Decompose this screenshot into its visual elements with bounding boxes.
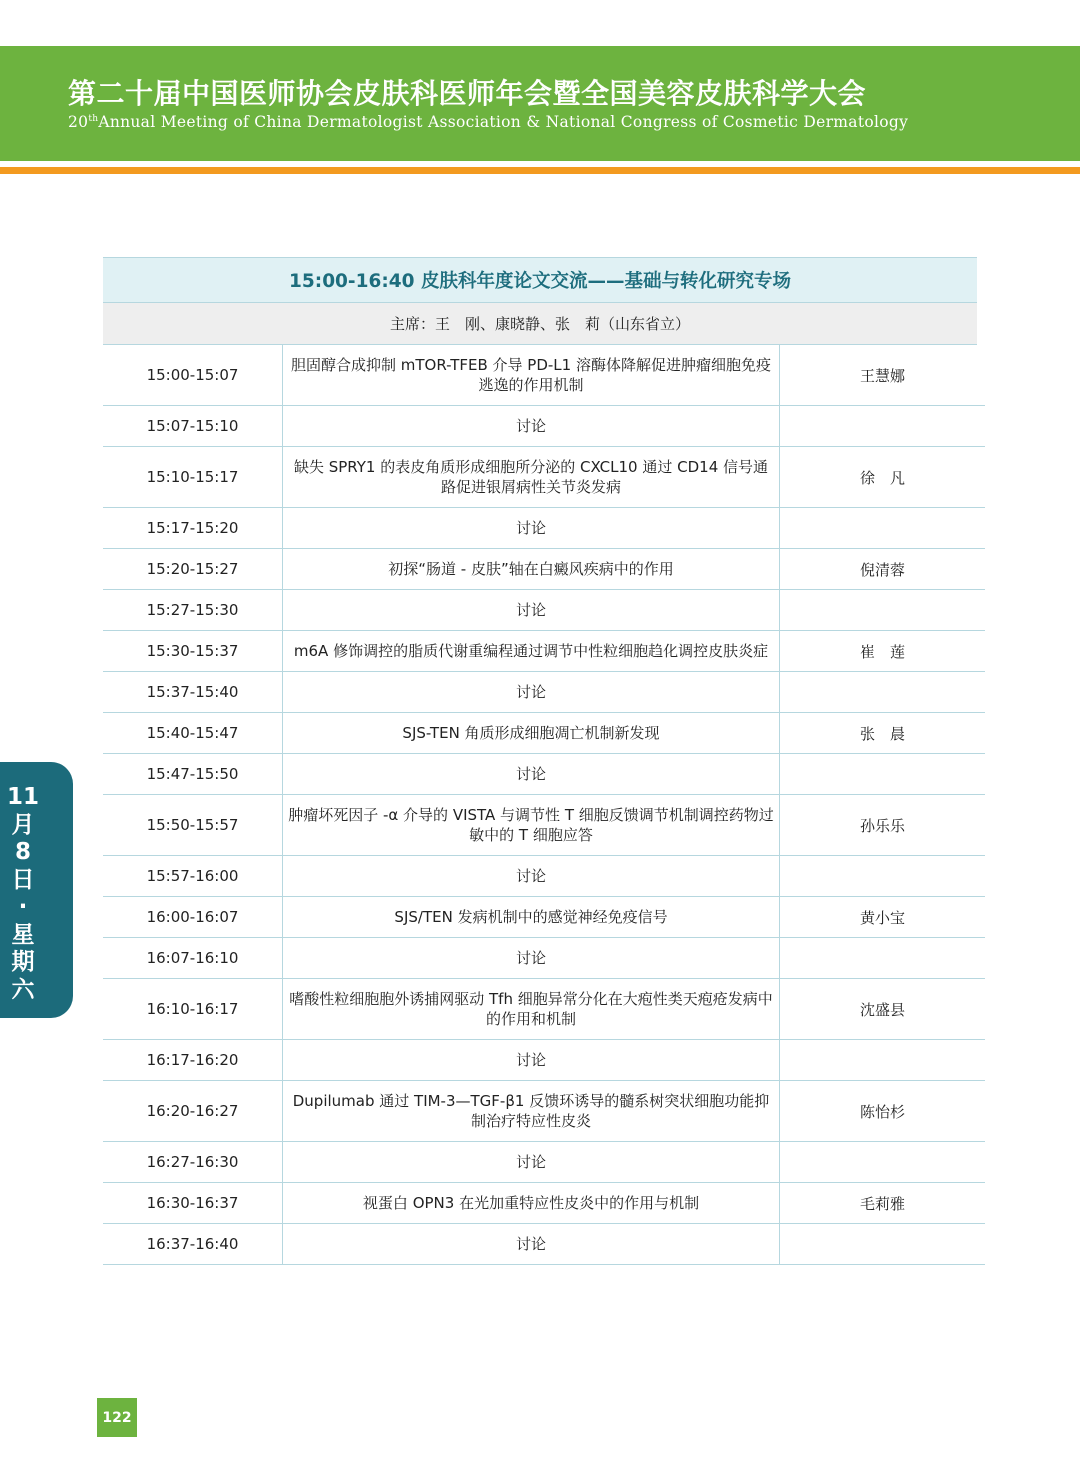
- table-row: [103, 672, 985, 713]
- title-cell: SJS-TEN 角质形成细胞凋亡机制新发现: [283, 713, 780, 754]
- title-cell: 肿瘤坏死因子 -α 介导的 VISTA 与调节性 T 细胞反馈调节机制调控药物过敏中的 T 细胞应答: [283, 795, 780, 856]
- title-en-superscript: th: [88, 113, 99, 124]
- time-cell: 15:37-15:40: [103, 672, 283, 713]
- table-row: [103, 856, 985, 897]
- time-cell: 16:20-16:27: [103, 1081, 283, 1142]
- date-char: 期: [11, 949, 35, 975]
- speaker-cell: 倪清蓉: [780, 549, 986, 590]
- time-cell: 15:20-15:27: [103, 549, 283, 590]
- date-char: ·: [18, 894, 28, 920]
- speaker-cell: [780, 672, 986, 713]
- title-cell: 讨论: [283, 508, 780, 549]
- time-cell: 15:00-15:07: [103, 345, 283, 406]
- speaker-cell: 张 晨: [780, 713, 986, 754]
- title-cell: 初探“肠道 - 皮肤”轴在白癜风疾病中的作用: [283, 549, 780, 590]
- title-cell: 讨论: [283, 938, 780, 979]
- time-cell: 15:40-15:47: [103, 713, 283, 754]
- conference-title-en: [68, 113, 908, 131]
- time-cell: 16:17-16:20: [103, 1040, 283, 1081]
- speaker-cell: [780, 938, 986, 979]
- title-cell: 视蛋白 OPN3 在光加重特应性皮炎中的作用与机制: [283, 1183, 780, 1224]
- speaker-cell: 陈怡杉: [780, 1081, 986, 1142]
- time-cell: 16:30-16:37: [103, 1183, 283, 1224]
- title-cell: 讨论: [283, 406, 780, 447]
- date-tab: [0, 762, 73, 1018]
- page-number: 122: [97, 1398, 137, 1437]
- time-cell: 16:00-16:07: [103, 897, 283, 938]
- table-row: [103, 979, 985, 1040]
- table-row: [103, 1040, 985, 1081]
- time-cell: 15:07-15:10: [103, 406, 283, 447]
- title-cell: 胆固醇合成抑制 mTOR-TFEB 介导 PD-L1 溶酶体降解促进肿瘤细胞免疫逃逸的作用机制: [283, 345, 780, 406]
- title-cell: 讨论: [283, 1142, 780, 1183]
- time-cell: 15:50-15:57: [103, 795, 283, 856]
- date-char: 日: [11, 866, 35, 893]
- speaker-cell: 孙乐乐: [780, 795, 986, 856]
- speaker-cell: 崔 莲: [780, 631, 986, 672]
- agenda-body: [103, 345, 985, 1265]
- date-char: 11: [6, 784, 39, 810]
- agenda-table: [103, 345, 985, 1265]
- time-cell: 15:27-15:30: [103, 590, 283, 631]
- title-cell: 嗜酸性粒细胞胞外诱捕网驱动 Tfh 细胞异常分化在大疱性类天疱疮发病中的作用和机制: [283, 979, 780, 1040]
- session-title: 15:00-16:40 皮肤科年度论文交流——基础与转化研究专场: [103, 257, 977, 303]
- table-row: [103, 713, 985, 754]
- speaker-cell: [780, 1142, 986, 1183]
- speaker-cell: 徐 凡: [780, 447, 986, 508]
- speaker-cell: 王慧娜: [780, 345, 986, 406]
- table-row: [103, 549, 985, 590]
- time-cell: 15:17-15:20: [103, 508, 283, 549]
- table-row: [103, 1142, 985, 1183]
- conference-title-cn: 第二十届中国医师协会皮肤科医师年会暨全国美容皮肤科学大会: [68, 77, 867, 110]
- title-cell: m6A 修饰调控的脂质代谢重编程通过调节中性粒细胞趋化调控皮肤炎症: [283, 631, 780, 672]
- table-row: [103, 590, 985, 631]
- table-row: [103, 406, 985, 447]
- speaker-cell: [780, 754, 986, 795]
- table-row: [103, 447, 985, 508]
- title-cell: 讨论: [283, 754, 780, 795]
- time-cell: 15:57-16:00: [103, 856, 283, 897]
- date-char: 8: [14, 839, 31, 865]
- title-cell: 讨论: [283, 672, 780, 713]
- date-char: 星: [11, 921, 35, 948]
- speaker-cell: [780, 508, 986, 549]
- title-cell: 讨论: [283, 1224, 780, 1265]
- speaker-cell: [780, 1040, 986, 1081]
- title-cell: 讨论: [283, 590, 780, 631]
- time-cell: 15:47-15:50: [103, 754, 283, 795]
- speaker-cell: 沈盛县: [780, 979, 986, 1040]
- time-cell: 15:10-15:17: [103, 447, 283, 508]
- table-row: [103, 897, 985, 938]
- time-cell: 16:10-16:17: [103, 979, 283, 1040]
- speaker-cell: [780, 1224, 986, 1265]
- speaker-cell: 黄小宝: [780, 897, 986, 938]
- title-en-number: 20: [68, 113, 89, 131]
- title-cell: 缺失 SPRY1 的表皮角质形成细胞所分泌的 CXCL10 通过 CD14 信号通路促进银屑病性关节炎发病: [283, 447, 780, 508]
- speaker-cell: [780, 406, 986, 447]
- table-row: [103, 345, 985, 406]
- table-row: [103, 1224, 985, 1265]
- date-char: 六: [11, 976, 35, 1003]
- speaker-cell: [780, 856, 986, 897]
- header-accent-stripe: [0, 167, 1080, 174]
- title-cell: SJS/TEN 发病机制中的感觉神经免疫信号: [283, 897, 780, 938]
- table-row: [103, 938, 985, 979]
- table-row: [103, 795, 985, 856]
- time-cell: 16:27-16:30: [103, 1142, 283, 1183]
- table-row: [103, 1183, 985, 1224]
- time-cell: 15:30-15:37: [103, 631, 283, 672]
- title-cell: 讨论: [283, 856, 780, 897]
- date-char: 月: [11, 811, 35, 838]
- time-cell: 16:37-16:40: [103, 1224, 283, 1265]
- speaker-cell: 毛莉雅: [780, 1183, 986, 1224]
- session-block: [103, 257, 977, 1265]
- table-row: [103, 508, 985, 549]
- time-cell: 16:07-16:10: [103, 938, 283, 979]
- table-row: [103, 631, 985, 672]
- table-row: [103, 1081, 985, 1142]
- table-row: [103, 754, 985, 795]
- title-cell: Dupilumab 通过 TIM-3—TGF-β1 反馈环诱导的髓系树突状细胞功能抑制治疗特应性皮炎: [283, 1081, 780, 1142]
- session-chair: 主席：王 刚、康晓静、张 莉（山东省立）: [103, 303, 977, 345]
- speaker-cell: [780, 590, 986, 631]
- title-cell: 讨论: [283, 1040, 780, 1081]
- title-en-text: Annual Meeting of China Dermatologist Association & National Congress of Cosmetic Dermatology: [98, 113, 909, 131]
